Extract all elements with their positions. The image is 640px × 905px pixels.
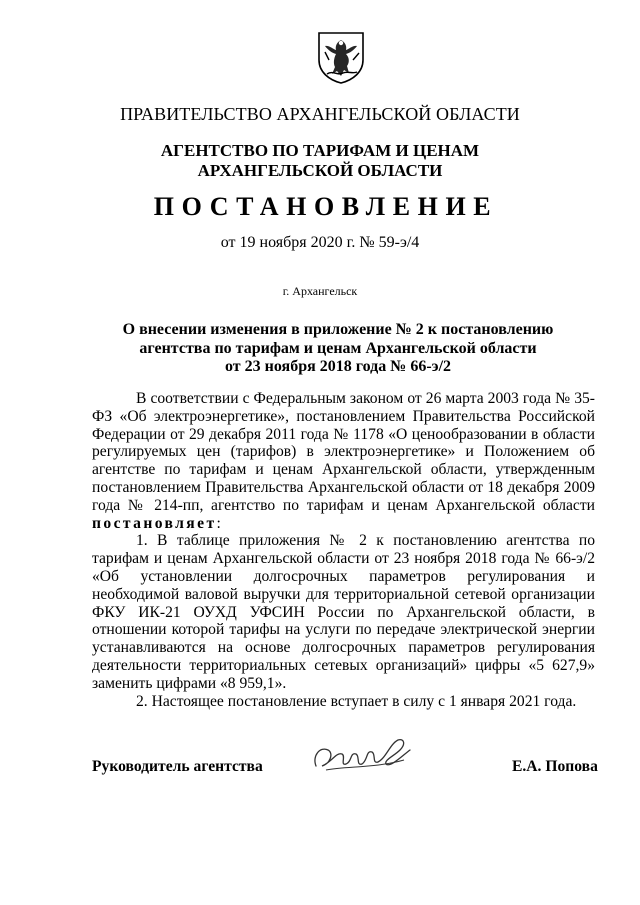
document-body: [92, 390, 595, 710]
agency-title-line1: АГЕНТСТВО ПО ТАРИФАМ И ЦЕНАМ: [160, 141, 480, 160]
agency-title: [0, 141, 640, 181]
signatory-title: Руководитель агентства: [92, 758, 263, 775]
subject-line3: от 23 ноября 2018 года № 66-э/2: [224, 358, 452, 375]
handwritten-signature: [306, 726, 418, 782]
decree-colon: :: [216, 514, 221, 532]
decree-word: постановляет: [92, 514, 217, 532]
signatory-name: Е.А. Попова: [512, 758, 598, 775]
document-type: ПОСТАНОВЛЕНИЕ: [153, 192, 499, 221]
government-title: ПРАВИТЕЛЬСТВО АРХАНГЕЛЬСКОЙ ОБЛАСТИ: [120, 104, 520, 124]
agency-title-line2: АРХАНГЕЛЬСКОЙ ОБЛАСТИ: [197, 161, 443, 180]
coat-of-arms-icon: [315, 30, 367, 84]
subject-heading: [0, 321, 640, 377]
preamble-paragraph: [92, 390, 595, 532]
item-1: 1. В таблице приложения № 2 к постановлению агентства по тарифам и ценам Архангельской области от 23 ноября 2018 года № 66-э/2 «Об установлении долгосрочных параметров регулирования и необходимой валовой выручки для территориальной сетевой организации ФКУ ИК-21 ОУХД УФСИН России по Архангельской области, в отношении которой тарифы на услуги по передаче электрической энергии устанавливаются на основе долгосрочных параметров регулирования деятельности территориальных сетевых организаций» цифры «5 627,9» заменить цифрами «8 959,1».: [92, 532, 595, 692]
subject-line2: агентства по тарифам и ценам Архангельской области: [139, 339, 537, 357]
preamble-text: В соответствии с Федеральным законом от 26 марта 2003 года № 35-ФЗ «Об электроэнергетике», постановлением Правительства Российской Федерации от 29 декабря 2011 года № 1178 «О ценообразовании в области регулируемых цен (тарифов) в электроэнергетике» и Положением об агентстве по тарифам и ценам Архангельской области, утвержденным постановлением Правительства Архангельской области от 18 декабря 2009 года № 214-пп, агентство по тарифам и ценам Архангельской области: [92, 390, 595, 514]
city: г. Архангельск: [282, 284, 358, 298]
subject-line1: О внесении изменения в приложение № 2 к постановлению: [122, 321, 554, 338]
item-2: 2. Настоящее постановление вступает в силу с 1 января 2021 года.: [136, 692, 577, 710]
date-and-number: от 19 ноября 2020 г. № 59-э/4: [220, 234, 420, 251]
